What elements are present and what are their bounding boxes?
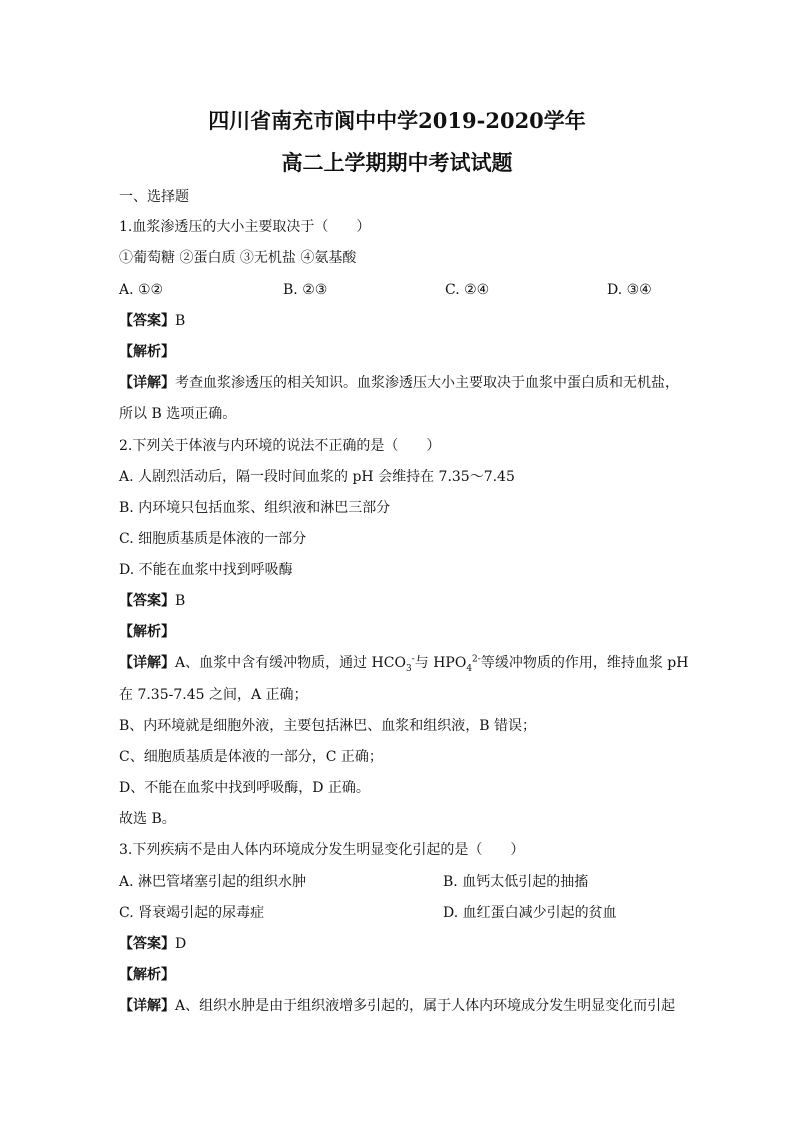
answer-value: B bbox=[175, 313, 186, 329]
question-1-option-a: A. ①② bbox=[119, 282, 164, 298]
hpo4-superscript: 2- bbox=[472, 654, 481, 665]
detail-text: A、组织水肿是由于组织液增多引起的，属于人体内环境成分发生明显变化而引起 bbox=[175, 998, 676, 1014]
question-2-option-d: D. 不能在血浆中找到呼吸酶 bbox=[119, 562, 293, 578]
detail-text-part3: 等缓冲物质的作用，维持血浆 pH bbox=[480, 655, 689, 671]
detail-tag: 【详解】 bbox=[119, 375, 175, 391]
question-3-analysis-tag: 【解析】 bbox=[119, 967, 175, 983]
answer-tag: 【答案】 bbox=[119, 313, 175, 329]
document-title-line1: 四川省南充市阆中中学2019-2020学年 bbox=[208, 108, 586, 133]
question-2-conclusion: 故选 B。 bbox=[119, 811, 176, 827]
answer-tag: 【答案】 bbox=[119, 936, 175, 952]
question-3-option-c: C. 肾衰竭引起的尿毒症 bbox=[119, 905, 265, 921]
question-1-answer bbox=[119, 311, 185, 331]
detail-tag: 【详解】 bbox=[119, 998, 175, 1014]
hco3-superscript: - bbox=[411, 654, 415, 665]
answer-value: D bbox=[175, 936, 187, 952]
question-2-option-a: A. 人剧烈活动后，隔一段时间血浆的 pH 会维持在 7.35～7.45 bbox=[119, 469, 515, 485]
question-2-detail-line2: 在 7.35-7.45 之间，A 正确； bbox=[119, 687, 308, 703]
question-1-items: ①葡萄糖 ②蛋白质 ③无机盐 ④氨基酸 bbox=[119, 250, 357, 266]
question-2-detail-line3: B、内环境就是细胞外液，主要包括淋巴、血浆和组织液，B 错误； bbox=[119, 718, 537, 734]
question-1-option-d: D. ③④ bbox=[607, 282, 652, 298]
answer-value: B bbox=[175, 593, 186, 609]
question-3-option-a: A. 淋巴管堵塞引起的组织水肿 bbox=[119, 874, 307, 890]
question-3-answer bbox=[119, 934, 186, 954]
question-2-detail-line5: D、不能在血浆中找到呼吸酶，D 正确。 bbox=[119, 780, 370, 796]
question-2-answer bbox=[119, 591, 185, 611]
section-heading: 一、选择题 bbox=[119, 189, 189, 205]
question-1-detail-line2: 所以 B 选项正确。 bbox=[119, 406, 237, 422]
question-3-detail-line1 bbox=[119, 996, 675, 1016]
detail-tag: 【详解】 bbox=[119, 655, 175, 671]
question-3-option-b: B. 血钙太低引起的抽搐 bbox=[443, 874, 589, 890]
question-2-option-b: B. 内环境只包括血浆、组织液和淋巴三部分 bbox=[119, 500, 391, 516]
question-1-detail-line1 bbox=[119, 373, 679, 393]
question-1-stem: 1.血浆渗透压的大小主要取决于（ ） bbox=[119, 219, 371, 235]
document-title-line2: 高二上学期期中考试试题 bbox=[281, 150, 513, 175]
question-1-option-b: B. ②③ bbox=[283, 282, 328, 298]
question-1-option-c: C. ②④ bbox=[445, 282, 490, 298]
hpo4-subscript: 4 bbox=[466, 663, 473, 674]
question-2-analysis-tag: 【解析】 bbox=[119, 624, 175, 640]
question-2-option-c: C. 细胞质基质是体液的一部分 bbox=[119, 531, 307, 547]
question-1-analysis-tag: 【解析】 bbox=[119, 344, 175, 360]
answer-tag: 【答案】 bbox=[119, 593, 175, 609]
detail-text-part2: 与 HPO bbox=[414, 655, 467, 671]
question-3-option-d: D. 血红蛋白减少引起的贫血 bbox=[443, 905, 617, 921]
question-2-stem: 2.下列关于体液与内环境的说法不正确的是（ ） bbox=[119, 438, 441, 454]
question-3-stem: 3.下列疾病不是由人体内环境成分发生明显变化引起的是（ ） bbox=[119, 842, 525, 858]
hco3-subscript: 3 bbox=[405, 663, 412, 674]
question-2-detail-line4: C、细胞质基质是体液的一部分，C 正确； bbox=[119, 749, 383, 765]
detail-text: 考查血浆渗透压的相关知识。血浆渗透压大小主要取决于血浆中蛋白质和无机盐， bbox=[175, 375, 679, 391]
question-2-detail-line1 bbox=[119, 653, 688, 673]
detail-text-part1: A、血浆中含有缓冲物质，通过 HCO bbox=[175, 655, 406, 671]
